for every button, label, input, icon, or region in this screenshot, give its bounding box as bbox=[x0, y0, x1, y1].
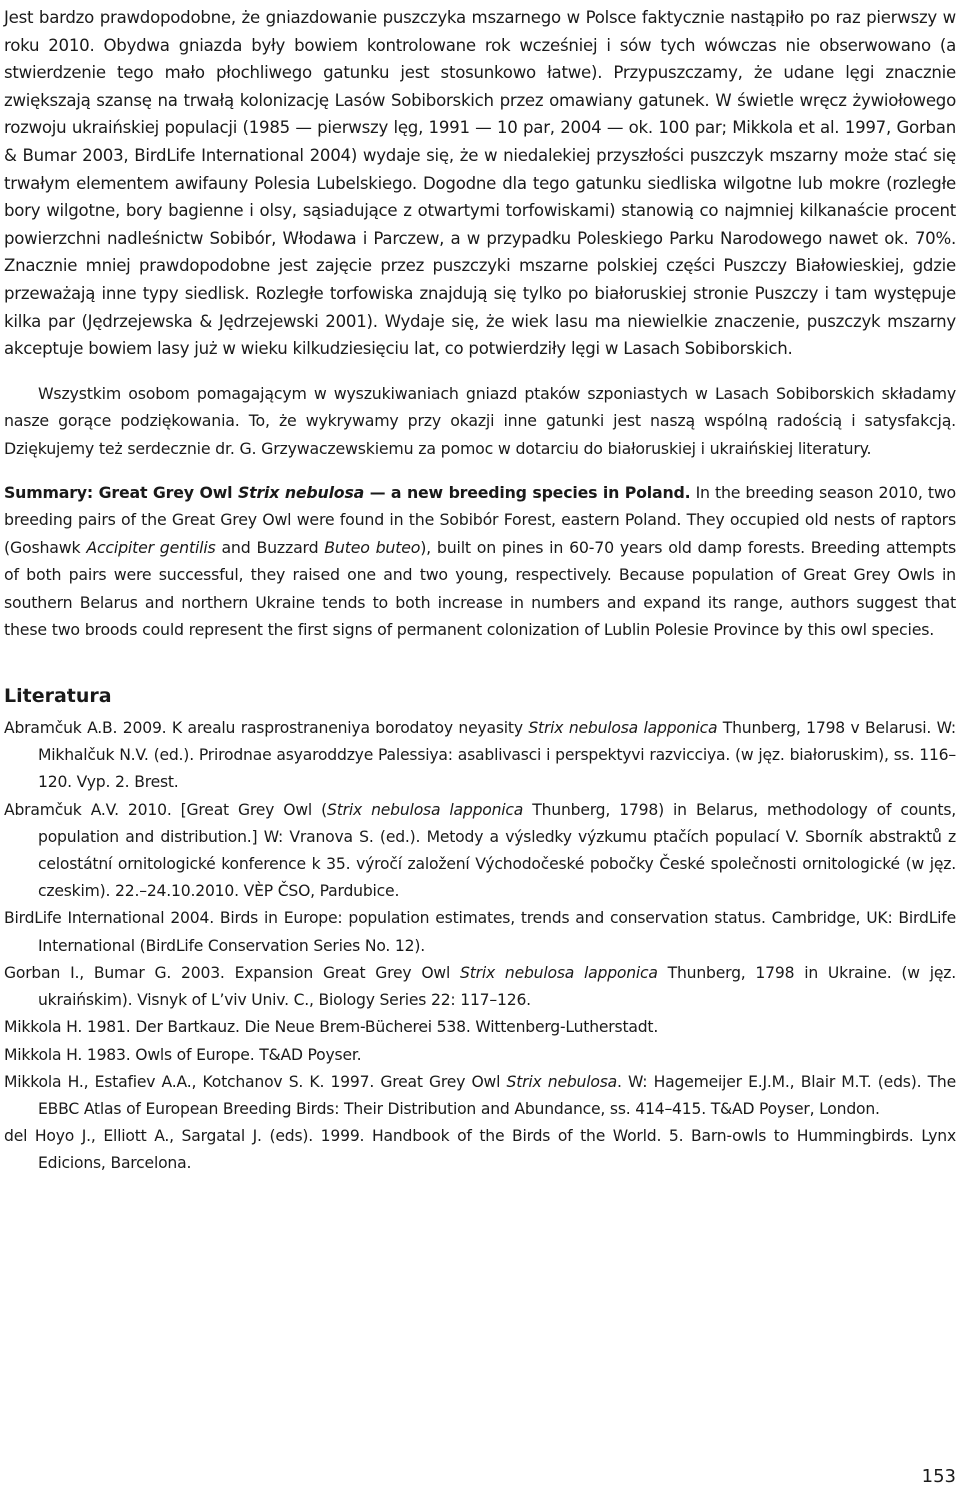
reference-item: Mikkola H. 1983. Owls of Europe. T&AD Poyser. bbox=[4, 1045, 362, 1064]
summary-paragraph: Summary: Great Grey Owl Strix nebulosa — a new breeding species in Poland. In the breeding season 2010, two breeding pairs of the Great Grey Owl were found in the Sobibór Forest, eastern Poland. They occupied old nests of raptors (Goshawk Accipiter gentilis and Buzzard Buteo buteo), built on pines in 60-70 years old damp forests. Breeding attempts of both pairs were successful, they raised one and two young, respectively. Because population of Great Grey Owls in southern Belarus and northern Ukraine tends to both increase in numbers and expand its range, authors suggest that these two broods could represent the first signs of permanent colonization of Lublin Polesie Province by this owl species. bbox=[4, 482, 957, 640]
acknowledgement-paragraph: Wszystkim osobom pomagającym w wyszukiwaniach gniazd ptaków szponiastych w Lasach Sobiborskich składamy nasze gorące podziękowania. To, że wykrywamy przy okazji inne gatunki jest naszą wspólną radością i satysfakcją. Dziękujemy też serdecznie dr. G. Grzywaczewskiemu za pomoc w dotarciu do białoruskiej i ukraińskiej literatury. bbox=[4, 383, 956, 458]
literature-heading: Literatura bbox=[4, 685, 112, 708]
reference-item: Mikkola H. 1981. Der Bartkauz. Die Neue Brem-Bücherei 538. Wittenberg-Lutherstadt. bbox=[4, 1018, 659, 1037]
species-buzzard: Buteo buteo bbox=[324, 537, 421, 557]
reference-item: del Hoyo J., Elliott A., Sargatal J. (eds). 1999. Handbook of the Birds of the World. 5. Barn-owls to Hummingbirds. Lynx Edicions, Barcelona. bbox=[4, 1127, 956, 1173]
reference-list bbox=[4, 715, 956, 1177]
summary-heading: Summary: Great Grey Owl Strix nebulosa — a new breeding species in Poland. bbox=[4, 482, 691, 502]
reference-item: Mikkola H., Estafiev A.A., Kotchanov S. K. 1997. Great Grey Owl Strix nebulosa. W: Hagemeijer E.J.M., Blair M.T. (eds). The EBBC Atlas of European Breeding Birds: Their Distribution and Abundance, ss. 414–415. T&AD Poyser, London. bbox=[4, 1072, 957, 1118]
reference-item: Abramčuk A.B. 2009. K arealu rasprostraneniya borodatoy neyasity Strix nebulosa lapponica Thunberg, 1798 v Belarusi. W: Mikhalčuk N.V. (ed.). Prirodnae asyaroddzye Palessiya: asablivasci i perspektyvi razvicciya. (w jęz. białoruskim), ss. 116–120. Vyp. 2. Brest. bbox=[4, 719, 956, 792]
reference-item: Abramčuk A.V. 2010. [Great Grey Owl (Strix nebulosa lapponica Thunberg, 1798) in Belarus, methodology of counts, population and distribution.] W: Vranova S. (ed.). Metody a výsledky výzkumu ptačích populací V. Sborník abstraktů z celostátní ornitologické konference k 35. výročí založení Východočeské pobočky České společnosti ornitologické (w jęz. czeskim). 22.–24.10.2010. VÈP ČSO, Pardubice. bbox=[4, 800, 957, 901]
reference-item: BirdLife International 2004. Birds in Europe: population estimates, trends and conservation status. Cambridge, UK: BirdLife International (BirdLife Conservation Series No. 12). bbox=[4, 909, 956, 955]
species-goshawk: Accipiter gentilis bbox=[86, 537, 216, 557]
reference-item: Gorban I., Bumar G. 2003. Expansion Great Grey Owl Strix nebulosa lapponica Thunberg, 1798 in Ukraine. (w jęz. ukraińskim). Visnyk of L’viv Univ. C., Biology Series 22: 117–126. bbox=[4, 963, 956, 1010]
text-column bbox=[4, 4, 956, 1178]
page-number: 153 bbox=[921, 1466, 956, 1487]
body-paragraph: Jest bardzo prawdopodobne, że gniazdowanie puszczyka mszarnego w Polsce faktycznie nastąpiło po raz pierwszy w roku 2010. Obydwa gniazda były bowiem kontrolowane rok wcześniej i sów tych wówczas nie obserwowano (a stwierdzenie tego mało płochliwego gatunku jest stosunkowo łatwe). Przypuszczamy, że udane lęgi znacznie zwiększają szansę na trwałą kolonizację Lasów Sobiborskich przez omawiany gatunek. W świetle wręcz żywiołowego rozwoju ukraińskiej populacji (1985 — pierwszy lęg, 1991 — 10 par, 2004 — ok. 100 par; Mikkola et al. 1997, Gorban & Bumar 2003, BirdLife International 2004) wydaje się, że w niedalekiej przyszłości puszczyk mszarny może stać się trwałym elementem awifauny Polesia Lubelskiego. Dogodne dla tego gatunku siedliska wilgotne lub mokre (rozległe bory wilgotne, bory bagienne i olsy, sąsiadujące z otwartymi torfowiskami) stanowią co najmniej kilkanaście procent powierzchni nadleśnictw Sobibór, Włodawa i Parczew, a w przypadku Poleskiego Parku Narodowego nawet ok. 70%. Znacznie mniej prawdopodobne jest zajęcie przez puszczyki mszarne polskiej części Puszczy Białowieskiej, gdzie przeważają inne typy siedlisk. Rozległe torfowiska znajdują się tylko po białoruskiej stronie Puszczy i tam występuje kilka par (Jędrzejewska & Jędrzejewski 2001). Wydaje się, że wiek lasu ma niewielkie znaczenie, puszczyk mszarny akceptuje bowiem lasy już w wieku kilkudziesięciu lat, co potwierdziły lęgi w Lasach Sobiborskich. bbox=[4, 8, 956, 359]
